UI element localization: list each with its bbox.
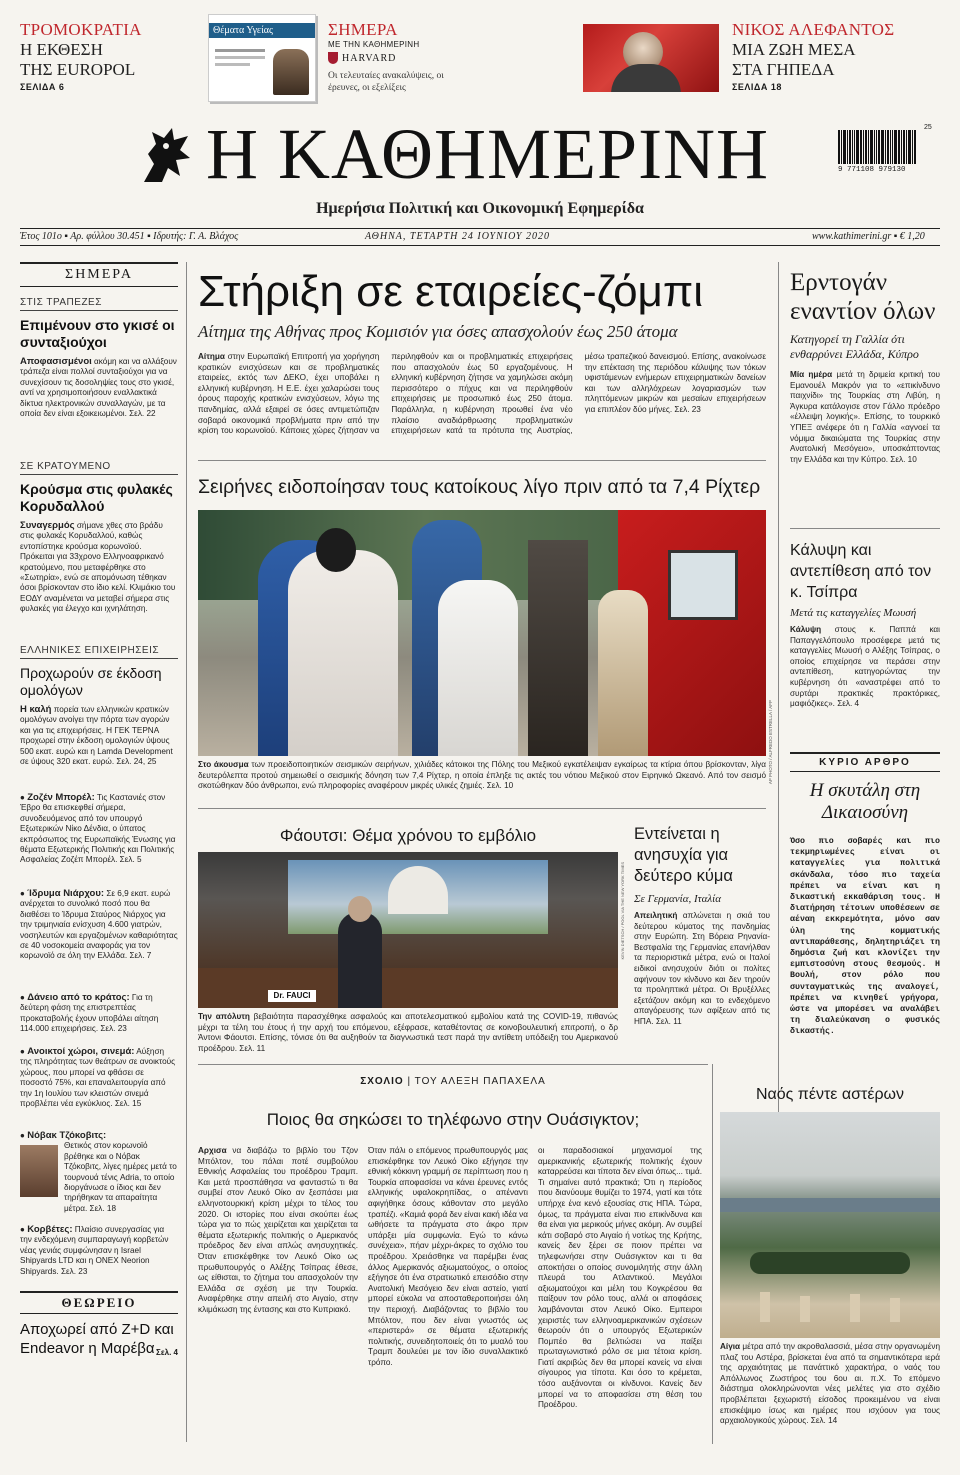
- story-body: [20, 357, 178, 457]
- magazine-title: Θέματα Υγείας: [209, 23, 315, 38]
- teaser-line: Η ΕΚΘΕΣΗ: [20, 40, 103, 59]
- comment-byline: ΣΧΟΛΙΟ | ΤΟΥ ΑΛΕΞΗ ΠΑΠΑΧΕΛΑ: [360, 1076, 546, 1087]
- teaser-kicker: ΤΡΟΜΟΚΡΑΤΙΑ: [20, 20, 142, 39]
- hotel-caption-text: μέτρα από την ακροθαλασσιά, μέσα στην οργανωμένη πλαζ του Αστέρα, βρίσκεται ένα από τα σημαντικότερα ιερά της αρχαιότητας με πανάττικό χαρακτήρα, ο ναός του Απόλλωνος Ζωστήρος του 6ου αι. π.Χ. Το επόμενο διάστημα ολοκληρώνονται νέες μελέτες για στο σχέδιο προβλέπεται ξεχωριστή είσοδος προκειμένου να είναι επισκέψιμο ίσως και ημέρες που ισχύουν για τους αρχαιολογικούς χώρους. Σελ. 14: [720, 1342, 940, 1426]
- tsipras-subhead: Μετά τις καταγγελίες Μωυσή: [790, 607, 917, 619]
- brief-text: Τις Καστανιές στον Έβρο θα επισκεφθεί σήμερα, συνοδευόμενος από τον υπουργό Εξωτερικών Νίκο Δένδια, ο ύπατος εκπρόσωπος της Ευρωπαϊκής Ένωσης για θέματα Εξωτερικής Πολιτικής και Πολιτικής Ασφαλείας Ζοζέπ Μπορέλ. Σελ. 5: [20, 793, 176, 865]
- griffin-logo-icon: [136, 124, 196, 188]
- editorial-label: ΚΥΡΙΟ ΑΡΘΡΟ: [790, 752, 940, 772]
- quake-photo: [198, 510, 766, 756]
- wave-subhead: Σε Γερμανία, Ιταλία: [634, 893, 721, 905]
- section-kicker: ΣΕ ΚΡΑΤΟΥΜΕΝΟ: [20, 461, 178, 475]
- barcode-icon: [838, 130, 934, 164]
- brief-text: Σε 6,9 εκατ. ευρώ ανέρχεται το συνολικό ποσό που θα διαθέσει το Ίδρυμα Σταύρος Νιάρχος για την τριμηνιαία ενίσχυση 4.600 γιατρών, νοσηλευτών και εργαζομένων καθαριότητας σε 40 νοσοκομεία αναφοράς για τον κορωνοϊό σε όλη την Ελλάδα. Σελ. 7: [20, 889, 178, 961]
- erdogan-body-lead: Μία ημέρα: [790, 370, 833, 379]
- issue-date: ΑΘΗΝΑ, ΤΕΤΑΡΤΗ 24 ΙΟΥΝΙΟΥ 2020: [365, 231, 550, 242]
- erdogan-subhead: Κατηγορεί τη Γαλλία ότι ενθαρρύνει Ελλάδα, Κύπρο: [790, 332, 919, 361]
- story-text: σήμανε χθες στο βράδυ στις φυλακές Κορυδαλλού, καθώς εντοπίστηκε κρούσμα κορωνοϊού. Πρόκειται για 33χρονο Ελληνοαφρικανό κρατούμενο, που μεταφέρθηκε στο «Σωτηρία», ενώ σε απομόνωση τέθηκαν όσοι βρίσκονταν στο ίδιο κελί. Κλιμάκιο του ΕΟΔΥ αναμένεται να μεταβεί σήμερα στις φυλακές για έλεγχο και ιχνηλάτηση.: [20, 521, 176, 614]
- wave-body-text: απλώνεται η σκιά του δεύτερου κύματος της πανδημίας στην Ευρώπη. Στη Βόρεια Ρηνανία-Βεστφαλία της Γερμανίας επανήλθαν τα περιοριστικά μέτρα, ενώ οι Ιταλοί ειδικοί ανησυχούν διότι οι πολίτες αφήνουν τον κίνδυνο και δεν τηρούν τα προληπτικά μέτρα. Οι Βρυξέλλες εξετάζουν ακόμη και το ενδεχόμενο απαγόρευσης των αφίξεων από τις ΗΠΑ. Σελ. 11: [634, 911, 770, 1026]
- story-lead: Η καλή: [20, 704, 52, 715]
- brief-text: Θετικός στον κορωνοϊό βρέθηκε και ο Νόβακ Τζόκοβιτς, λίγες ημέρες μετά το τουρνουά τένις Adria, το οποίο διοργάνωσε ο ίδιος και δεν τηρήθηκαν τα απαραίτητα μέτρα. Σελ. 18: [64, 1141, 177, 1213]
- barcode-number: 9 771108 979130: [838, 166, 906, 174]
- theory-headline[interactable]: Αποχωρεί από Z+D και Endeavor η Μαρέβα: [20, 1321, 174, 1357]
- today-label: ΣΗΜΕΡΑ: [20, 262, 178, 287]
- theory-label: ΘΕΩΡΕΙΟ: [20, 1291, 178, 1314]
- comment-col-2: Όταν πάλι ο επόμενος πρωθυπουργός μας επισκέφθηκε τον Λευκό Οίκο εξήγησε την εθνική κόκκινη γραμμή σε περίπτωση που η Τουρκία αποφασίσει να κάνει έρευνες εντός ελληνικής υφαλοκρηπίδας, ο απέναντι αφιγήθηκε όσους κάθονταν στο μεγάλο τραπέζι. «Καμιά φορά δεν είναι κακή ιδέα να ωθήσετε τα πράγματα στο άκρο πριν υπάρξει μία συμφωνία. Εγώ το κάνω συνέχεια», πήαν μέχρι-άκρες το σχόλιο του προέδρου. Χρειάσθηκε να παρέμβει ένας άλλος Αμερικανός αξιωματούχος, ο οποίος εξήγησε ότι ένα στρατιωτικό επεισόδιο στην Ανατολική Μεσόγειο δεν είναι αστείο, γιατί μπορεί εύκολα να αποσταθεροποιήσει όλη την περιοχή. Διαβάζοντας το βιβλίο του Μπόλτον, που δεν είναι γνωστός ως «περιστερά» σε θέματα εξωτερικής πολιτικής, συνειδητοποιείς ότι το μυαλό του Τραμπ δουλεύει με τον ίδιο συναλλακτικό τρόπο.: [368, 1146, 528, 1367]
- story-lead: Συναγερμός: [20, 520, 75, 531]
- brief-item[interactable]: ● Ίδρυμα Νιάρχου: Σε 6,9 εκατ. ευρώ ανέρχεται το συνολικό ποσό που θα διαθέσει το Ίδρυμα Σταύρος Νιάρχος για την τριμηνιαία ενίσχυση 4.600 γιατρών, νοσηλευτών και εργαζομένων καθαριότητας σε 40 νοσοκομεία αναφοράς για τον κορωνοϊό σε όλη την Ελλάδα. Σελ. 7: [20, 888, 178, 961]
- teaser-europol[interactable]: [20, 20, 200, 92]
- alefantos-photo: [583, 24, 719, 92]
- story-headline[interactable]: Κρούσμα στις φυλακές Κορυδαλλού: [20, 481, 173, 514]
- brief-lead: Κορβέτες:: [27, 1224, 73, 1235]
- quake-caption-text: των προειδοποιητικών σεισμικών σειρήνων, χιλιάδες κάτοικοι της Πόλης του Μεξικού εγκατέλειψαν εγκαίρως τα κτίρια όπου βρίσκονταν, λίγα δευτερόλεπτα προτού σημειωθεί ο σεισμικής δόνηση των 7,4 Ρίχτερ, η οποία έπληξε τις ακτές του νότιου Μεξικού στον Ειρηνικό Ωκεανό. Από τον σεισμό σκοτώθηκαν δύο άνθρωποι, ενώ πληροφορίες αναφέρουν μικρές υλικές ζημιές. Σελ. 10: [198, 760, 767, 791]
- harvard-label: HARVARD: [342, 52, 397, 64]
- teaser-line: ΜΙΑ ΖΩΗ ΜΕΣΑ: [732, 40, 856, 59]
- story-lead: Αποφασισμένοι: [20, 356, 92, 367]
- brief-lead: Ζοζέν Μπορέλ:: [27, 792, 95, 803]
- tsipras-body-text: στους κ. Παππά και Παπαγγελόπουλο προσέφερε μετά τις καταγγελίες Μωυσή ο Αλέξης Τσίπρας, ο οποίος επιχείρησε να περάσει στην αντεπίθεση, κατηγορώντας την κυβέρνηση ότι «αναστρέφει από το συρτάρι πρακτικές πρακτόρικες, μαφιόζικες». Σελ. 4: [790, 625, 940, 709]
- comment-headline[interactable]: Ποιος θα σηκώσει το τηλέφωνο στην Ουάσιγκτον;: [266, 1110, 640, 1129]
- editorial-body: Όσο πιο σοβαρές και πιο τεκμηριωμένες είναι οι καταγγελίες για πολιτικά σκάνδαλα, τόσο πιο ταχεία πρέπει να είναι και η δικαστική εκκαθάριση τους. Η διατήρηση τέτοιων υποθέσεων σε αέναη εκκρεμότητα, μόνο σαν ύλη της κομματικής αντιπαράθεσης, δηλητηριάζει τη δημόσια ζωή και κλονίζει την εμπιστοσύνη στους θεσμούς. Η Βουλή, στον ρόλο που συνταγματικώς της αναλογεί, πρέπει να κινηθεί γρήγορα, ώστε να μπορέσει να αναλάβει τη διαλεύκανση ο φυσικός δικαστής.: [790, 837, 940, 1037]
- wave-story[interactable]: [634, 824, 770, 1028]
- fauci-credit: KEVIN DIETSCH / POOL VIA THE NEW YORK TIMES: [620, 862, 625, 960]
- lead-body-lead: Αίτημα: [198, 352, 225, 361]
- hotel-caption-lead: Αίγια: [720, 1342, 741, 1351]
- quake-caption: [198, 760, 766, 792]
- barcode-issue: 25: [924, 124, 932, 131]
- brief-lead: Δάνειο από το κράτος:: [27, 992, 130, 1003]
- brief-text-wrap: ● Νόβακ Τζόκοβιτς: Θετικός στον κορωνοϊό βρέθηκε και ο Νόβακ Τζόκοβιτς, λίγες ημέρες μετά το τουρνουά τένις Adria, το οποίο διοργάνωσε ο ίδιος και δεν τηρήθηκαν τα απαραίτητα μέτρα. Σελ. 18: [20, 1130, 177, 1213]
- masthead-title: Η ΚΑΘΗΜΕΡΙΝΗ: [206, 114, 770, 194]
- teaser-harvard[interactable]: [328, 20, 468, 94]
- masthead-subtitle: Ημερήσια Πολιτική και Οικονομική Εφημερίδα: [316, 200, 644, 217]
- lead-body: [198, 352, 766, 448]
- brief-lead: Ανοικτοί χώροι, σινεμά:: [27, 1046, 135, 1057]
- editorial-headline: Η σκυτάλη στη Δικαιοσύνη: [809, 780, 921, 823]
- teaser-kicker: ΣΗΜΕΡΑ: [328, 20, 398, 39]
- teaser-sub: ΜΕ ΤΗΝ ΚΑΘΗΜΕΡΙΝΗ: [328, 40, 420, 49]
- magazine-photo: [273, 49, 309, 95]
- fauci-caption: [198, 1012, 618, 1054]
- brief-item[interactable]: [20, 1131, 178, 1223]
- story-body: [20, 705, 178, 783]
- brief-item[interactable]: ● Δάνειο από το κράτος: Για τη δεύτερη φάση της επιστρεπτέας προκαταβολής έχουν υποβάλει αίτηση 114.000 επιχειρήσεις. Σελ. 23: [20, 992, 159, 1034]
- temple-photo: [720, 1112, 940, 1338]
- magazine-cover[interactable]: [208, 14, 316, 102]
- brief-text: Πλαίσιο συνεργασίας για την ενδεχόμενη συμπαραγωγή κορβετών νέας γενιάς συμφώνησαν η Israel Shipyards LTD και η ONEX Neorion Shipyards. Σελ. 23: [20, 1225, 169, 1276]
- story-body: [20, 521, 178, 641]
- section-kicker: ΣΤΙΣ ΤΡΑΠΕΖΕΣ: [20, 297, 178, 311]
- tsipras-body-lead: Κάλυψη: [790, 625, 822, 634]
- issue-info: Έτος 101ο ▪ Αρ. φύλλου 30.451 ▪ Ιδρυτής: Γ. Α. Βλάχος: [20, 231, 239, 242]
- lead-headline[interactable]: Στήριξη σε εταιρείες-ζόμπι: [198, 267, 704, 316]
- teaser-page: ΣΕΛΙΔΑ 18: [732, 82, 782, 92]
- story-headline[interactable]: Επιμένουν στο γκισέ οι συνταξιούχοι: [20, 317, 175, 350]
- fauci-caption-text: βεβαιότητα παρασχέθηκε ασφαλούς και αποτελεσματικού εμβολίου κατά της COVID-19, πιθανώς μέχρι τα τέλη του έτους ή την αρχή του επόμενου, εξέφρασε, καταθέτοντας σε κοινοβουλευτική επιτροπή, ο δρ Άντονι Φάουτσι. Επίσης, τόνισε ότι θα αυξηθούν τα διαγνωστικά τεστ παρά την αντίθετη υπόδειξη του Αμερικανού προέδρου. Σελ. 11: [198, 1012, 618, 1053]
- fauci-headline[interactable]: Φάουτσι: Θέμα χρόνου το εμβόλιο: [279, 826, 537, 845]
- section-kicker: ΕΛΛΗΝΙΚΕΣ ΕΠΙΧΕΙΡΗΣΕΙΣ: [20, 645, 178, 659]
- comment-col-1: [198, 1146, 358, 1442]
- teaser-kicker: ΝΙΚΟΣ ΑΛΕΦΑΝΤΟΣ: [732, 20, 895, 39]
- site-price[interactable]: www.kathimerini.gr ▪ € 1,20: [812, 231, 925, 242]
- comment-col-3: οι παραδοσιακοί μηχανισμοί της αμερικανικής εξωτερικής πολιτικής έχουν καταρρεύσει και τίποτα δεν είναι όπως... τιμά. Τι σημαίνει αυτό πρακτικά; Ότι η περίοδος που διανύουμε θυμίζει το 1974, γιατί και τότε υπήρχε ένα κενό εξουσίας στις ΗΠΑ. Τώρα, όμως, τα πράγματα είναι πιο επικίνδυνα και θα είναι για μερικούς μήνες ακόμη. Αν συμβεί κάτι σοβαρό στο Αιγαίο ή νοτίως της Κρήτης, κανείς δεν ξέρει σε ποιον πρέπει να τηλεφωνήσει στην Ουάσιγκτον και τι θα αποκτήσει ο οποίος συνομιλητής στην άλλη πλευρά του Ατλαντικού. Μεγάλοι αξιωματούχοι και μέλη του Κογκρέσου θα παίξουν τον ρόλο τους, αλλά οι αποφάσεις λαμβάνονται στον Λευκό Οίκο. Εμπειροι χειριστές των ελληνοαμερικανικών σχέσεων θεωρούν ότι ο υπουργός Εξωτερικών Πομπέο θα βελτιώσει να παίξει πρωταγωνιστικό ρόλο σε μια τέτοια κρίση. Γιατί ακριβώς δεν θα μπορεί κανείς να είναι σίγουρος για τίποτα. Και όσο το κρέμεται, τόσο αυξάνονται οι κίνδυνοι. Κανείς δεν μπορεί να το αποφασίσει στη θέση του Προέδρου.: [538, 1146, 702, 1410]
- fauci-photo: [198, 852, 618, 1008]
- brief-item[interactable]: ● Ανοικτοί χώροι, σινεμά: Αύξηση της πληρότητας των θεάτρων σε ανοικτούς χώρους, που μπορεί να φθάσει σε ποσοστό 75%, και επαναλειτουργία από την 1η Ιουλίου των κλειστών σινεμά προβλέπει νέα εγκύκλιος. Σελ. 15: [20, 1046, 176, 1109]
- brief-lead: Ίδρυμα Νιάρχου:: [27, 888, 105, 899]
- teaser-desc: Οι τελευταίες ανακαλύψεις, οι έρευνες, οι εξελίξεις: [328, 71, 444, 93]
- tsipras-body: [790, 625, 940, 710]
- story-text: ακόμη και να αλλάξουν τράπεζα είναι πολλοί συνταξιούχοι για να συνεχίσουν τις δοσοληψίες τους στο γκισέ, αντί να χρησιμοποιήσουν εναλλακτικά δίκτυα ηλεκτρονικών συναλλαγών, με τα οποία δεν είναι εξοικειωμένοι. Σελ. 22: [20, 357, 177, 419]
- wave-body-lead: Απειλητική: [634, 911, 678, 920]
- erdogan-headline: Ερντογάν εναντίον όλων: [790, 269, 936, 325]
- fauci-nameplate: Dr. FAUCI: [268, 990, 316, 1002]
- tsipras-headline: Κάλυψη και αντεπίθεση από τον κ. Τσίπρα: [790, 542, 932, 601]
- hotel-caption: [720, 1342, 940, 1427]
- quake-headline[interactable]: Σειρήνες ειδοποίησαν τους κατοίκους λίγο πριν από τα 7,4 Ρίχτερ: [198, 476, 761, 498]
- left-column: [20, 262, 178, 1357]
- teaser-line: ΣΤΑ ΓΗΠΕΔΑ: [732, 60, 835, 79]
- erdogan-story[interactable]: [790, 268, 940, 465]
- comment-label: ΣΧΟΛΙΟ: [360, 1076, 404, 1087]
- story-text: πορεία των ελληνικών κρατικών ομολόγων ανοίγει την πόρτα των αγορών και για τις επιχειρήσεις. Η ΓΕΚ ΤΕΡΝΑ προχωρεί στην έκδοση ομολογιών ύψους 500 εκατ. ευρώ και η Lamda Development σε ύψους 320 εκατ. ευρώ. Σελ. 24, 25: [20, 705, 173, 767]
- hotel-headline[interactable]: Ναός πέντε αστέρων: [755, 1086, 905, 1103]
- comment-author: ΤΟΥ ΑΛΕΞΗ ΠΑΠΑΧΕΛΑ: [414, 1076, 546, 1087]
- teaser-line: ΤΗΣ EUROPOL: [20, 60, 136, 79]
- erdogan-body-text: μετά τη δριμεία κριτική του Εμανουέλ Μακρόν για το «επικίνδυνο παιχνίδι» της Τουρκίας στη Λιβύη, η Άγκυρα κατάλογισε στον Γάλλο πρόεδρο «έλλειψη λογικής». Επίσης, το τουρκικό ΥΠΕΞ ανέφερε ότι η Γαλλία «αγνοεί τα νόμιμα δικαιώματα της Τουρκίας στην Ανατολική Μεσόγειο», υποσκάπτοντας την Ελλάδα και την Κύπρο. Σελ. 10: [790, 370, 940, 464]
- brief-text: Για τη δεύτερη φάση της επιστρεπτέας προκαταβολής έχουν υποβάλει αίτηση 114.000 επιχειρήσεις. Σελ. 23: [20, 993, 159, 1034]
- teaser-page: ΣΕΛΙΔΑ 6: [20, 82, 65, 92]
- wave-body: [634, 911, 770, 1028]
- erdogan-body: [790, 370, 940, 465]
- wave-headline: Εντείνεται η ανησυχία για δεύτερο κύμα: [634, 825, 733, 885]
- brief-text: Αύξηση της πληρότητας των θεάτρων σε ανοικτούς χώρους, που μπορεί να φθάσει σε ποσοστό 75%, και επαναλειτουργία από την 1η Ιουλίου των κλειστών σινεμά προβλέπει νέα εγκύκλιος. Σελ. 15: [20, 1047, 176, 1109]
- tsipras-story[interactable]: [790, 540, 940, 710]
- theory-page: Σελ. 4: [156, 1348, 178, 1357]
- quake-credit: AP PHOTO / ALFREDO ESTRELLA / AFP: [768, 700, 773, 785]
- fauci-caption-lead: Την απόλυτη: [198, 1012, 250, 1021]
- comment-lead: Αρχισα: [198, 1146, 227, 1155]
- harvard-shield-icon: [328, 52, 338, 64]
- lead-body-text: στην Ευρωπαϊκή Επιτροπή για χορήγηση κρατικών ενισχύσεων και σε προβληματικές εταιρείες, εκτός των ΔΕΚΟ, έχει υποβάλει η ελληνική κυβέρνηση. Η Ε.Ε. έχει χαλαρώσει τους όρους παροχής κρατικών ενισχύσεων, λόγω της πανδημίας, αλλά εξαιρεί σε όσες αντιμετώπιζαν σοβαρά οικονομικά προβλήματα πριν από την κρίση του κορωνοϊού. Κάποιες χώρες ζήτησαν να περιληφθούν και οι προβληματικές επιχειρήσεις που απασχολούν έως 50 εργαζομένους. Η ελληνική κυβέρνηση ζήτησε να χαμηλώσει ακόμη περισσότερο ο πήχυς και να περιληφθούν επιχειρήσεις με προσωπικό έως 250 άτομα. Παράλληλα, η κυβέρνηση προωθεί ένα νέο πλαίσιο αναδιάρθρωσης προβληματικών επιχειρήσεων κατά τα πρότυπα της Αυστρίας, μέσω τραπεζικού δανεισμού. Επίσης, ανακοίνωσε την επέκταση της περιόδου κάλυψης των τόκων υφιστάμενων ενήμερων επιχειρηματικών δανείων και των αλληλόχρεων λογαριασμών των πληττόμενων μικρών και μεσαίων επιχειρήσεων για επιπλέον δύο μήνες. Σελ. 23: [198, 352, 766, 436]
- teaser-alefantos[interactable]: [732, 20, 942, 92]
- brief-item[interactable]: ● Ζοζέν Μπορέλ: Τις Καστανιές στον Έβρο θα επισκεφθεί σήμερα, συνοδευόμενος από τον υπουργό Εξωτερικών Νίκο Δένδια, ο ύπατος εκπρόσωπος της Ευρωπαϊκής Ένωσης για θέματα Εξωτερικής Πολιτικής και Πολιτικής Ασφαλείας Ζοζέπ Μπορέλ. Σελ. 5: [20, 792, 176, 865]
- brief-lead: Νόβακ Τζόκοβιτς:: [27, 1130, 107, 1141]
- comment-text: να διαβάζω το βιβλίο του Τζον Μπόλτον, του πάλαι ποτέ συμβούλου Εθνικής Ασφαλείας του προέδρου Τραμπ. Και μετά προσπάθησα να φανταστώ τι θα συμβεί στον Λευκό Οίκο αν ξεσπάσει μια ελληνοτουρκική κρίση μέχρι το τέλος του 2020. Οι ιστορίες που είναι σκούπει έως τώρα για το πώς χειρίζεται και χειρίζεται τα θέματα εξωτερικής πολιτικής ο Αμερικανός πρόεδρος δεν είναι απλώς ανησυχητικές. Όταν επισκέφθηκε τον Λευκό Οίκο ως πρωθυπουργός ο Αλέξης Τσίπρας έθεσε, ως είθισται, το ζήτημα του απασχολούν την Ελλάδα σε σχέση με την Τουρκία. Αναφέρθηκε στην απειλή στο Αιγαίο, στην κλιμάκωση της έντασης και στο Κυπριακό.: [198, 1146, 358, 1314]
- story-headline[interactable]: Προχωρούν σε έκδοση ομολόγων: [20, 665, 162, 698]
- brief-item[interactable]: ● Κορβέτες: Πλαίσιο συνεργασίας για την ενδεχόμενη συμπαραγωγή κορβετών νέας γενιάς συμφώνησαν η Israel Shipyards LTD και η ONEX Neorion Shipyards. Σελ. 23: [20, 1224, 169, 1276]
- lead-subhead: Αίτημα της Αθήνας προς Κομισιόν για όσες απασχολούν έως 250 άτομα: [198, 322, 678, 341]
- djokovic-photo: [20, 1145, 58, 1197]
- quake-caption-lead: Στο άκουσμα: [198, 760, 249, 769]
- editorial[interactable]: [790, 752, 940, 1038]
